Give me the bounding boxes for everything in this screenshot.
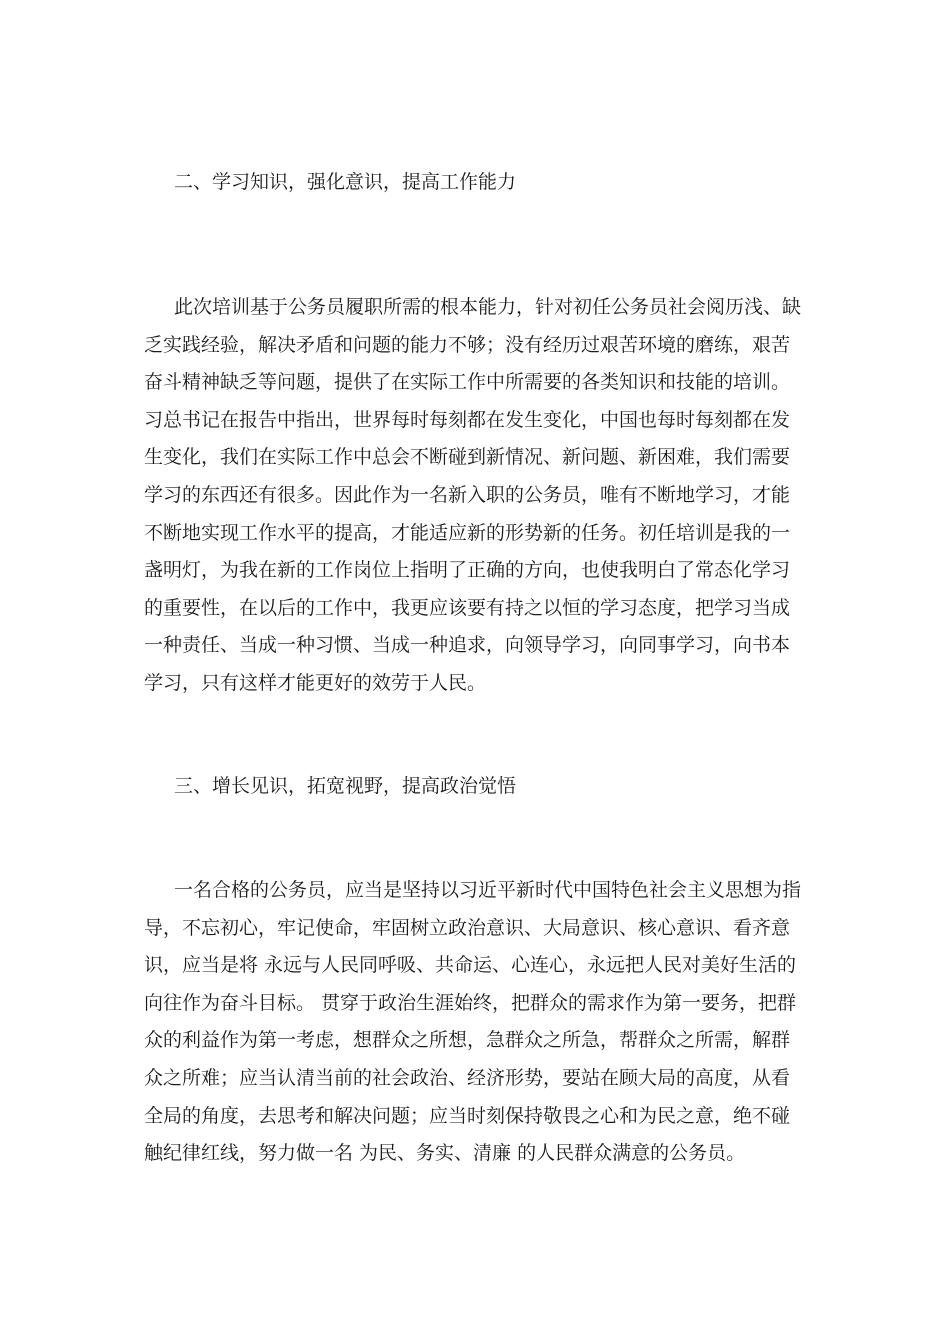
- paragraph-line: 向往作为奋斗目标。 贯穿于政治生涯始终，把群众的需求作为第一要务，把群: [144, 991, 797, 1014]
- paragraph-line: 触纪律红线，努力做一名 为民、务实、清廉 的人民群众满意的公务员。: [144, 1142, 746, 1165]
- section-3-paragraph: [144, 872, 808, 1173]
- paragraph-line: 一名合格的公务员，应当是坚持以习近平新时代中国特色社会主义思想为指: [174, 879, 802, 901]
- paragraph-line: 生变化，我们在实际工作中总会不断碰到新情况、新问题、新困难，我们需要: [144, 446, 791, 469]
- paragraph-line: 众之所难；应当认清当前的社会政治、经济形势，要站在顾大局的高度，从看: [144, 1066, 791, 1089]
- paragraph-line: 此次培训基于公务员履职所需的根本能力，针对初任公务员社会阅历浅、缺: [174, 296, 802, 318]
- paragraph-line: 盏明灯，为我在新的工作岗位上指明了正确的方向，也使我明白了常态化学习: [144, 559, 791, 582]
- paragraph-line: 乏实践经验，解决矛盾和问题的能力不够；没有经历过艰苦环境的磨练，艰苦: [144, 333, 791, 356]
- paragraph-line: 习总书记在报告中指出，世界每时每刻都在发生变化，中国也每时每刻都在发: [144, 408, 791, 431]
- paragraph-line: 奋斗精神缺乏等问题，提供了在实际工作中所需要的各类知识和技能的培训。: [144, 371, 791, 394]
- paragraph-line: 一种责任、当成一种习惯、当成一种追求，向领导学习，向同事学习，向书本: [144, 634, 791, 657]
- section-2-paragraph: [144, 289, 808, 703]
- paragraph-line: 学习，只有这样才能更好的效劳于人民。: [144, 671, 487, 694]
- paragraph-line: 识，应当是将 永远与人民同呼吸、共命运、心连心，永远把人民对美好生活的: [144, 954, 797, 977]
- paragraph-line: 不断地实现工作水平的提高，才能适应新的形势新的任务。初任培训是我的一: [144, 521, 791, 544]
- paragraph-line: 的重要性，在以后的工作中，我更应该要有持之以恒的学习态度，把学习当成: [144, 596, 791, 619]
- section-3-heading: 三、增长见识，拓宽视野，提高政治觉悟: [174, 775, 517, 797]
- section-2-heading: 二、学习知识，强化意识，提高工作能力: [174, 171, 517, 193]
- paragraph-line: 导，不忘初心，牢记使命，牢固树立政治意识、大局意识、核心意识、看齐意: [144, 916, 791, 939]
- paragraph-line: 学习的东西还有很多。因此作为一名新入职的公务员，唯有不断地学习，才能: [144, 483, 791, 506]
- paragraph-line: 众的利益作为第一考虑，想群众之所想，急群众之所急，帮群众之所需，解群: [144, 1029, 791, 1052]
- paragraph-line: 全局的角度，去思考和解决问题；应当时刻保持敬畏之心和为民之意，绝不碰: [144, 1104, 791, 1127]
